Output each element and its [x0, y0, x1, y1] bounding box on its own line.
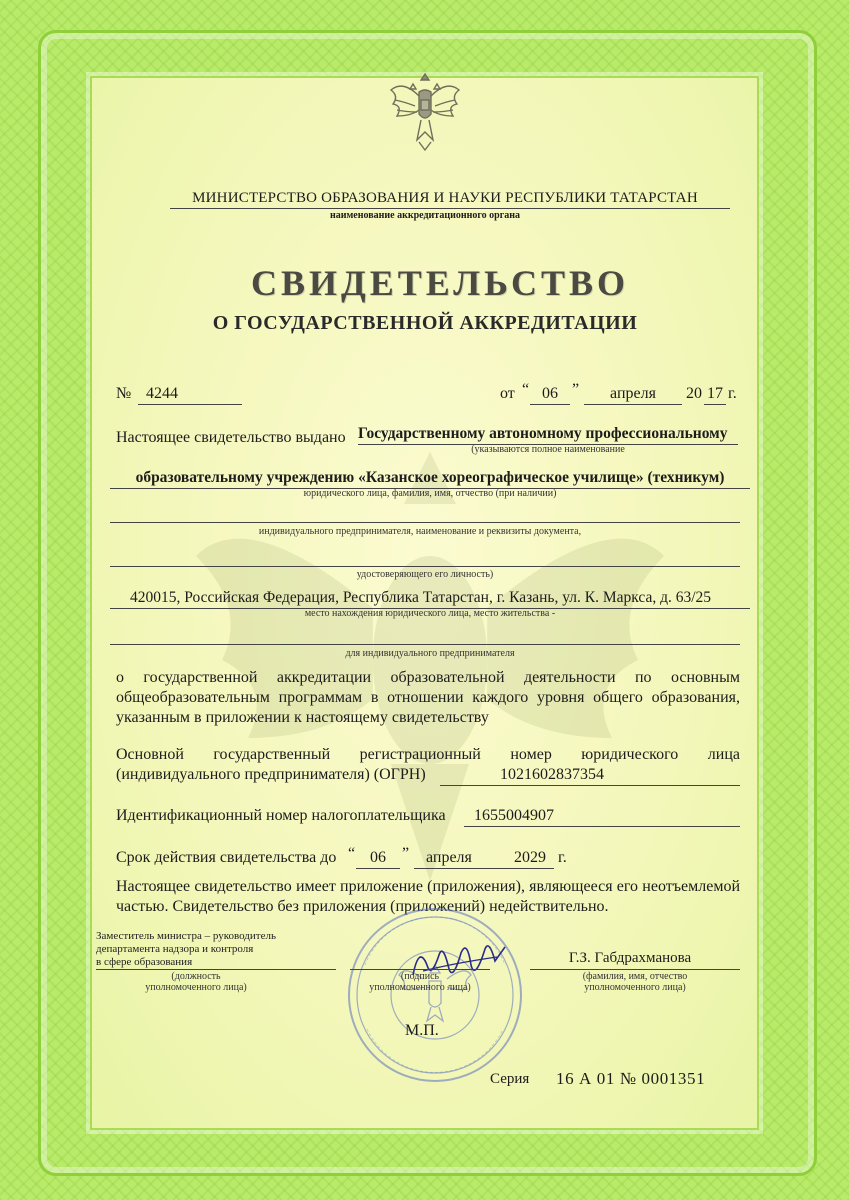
caption-position — [96, 971, 296, 993]
ministry-underline — [170, 208, 730, 209]
certificate-number: 4244 — [138, 384, 242, 405]
caption-name-line1: (фамилия, имя, отчество — [582, 971, 688, 982]
caption-entrepreneur-2: для индивидуального предпринимателя — [345, 648, 515, 659]
caption-signature-line1: (подпись — [400, 971, 440, 982]
validity-year: 2029 — [514, 849, 546, 866]
number-label: № — [116, 385, 132, 402]
blank-line-1 — [110, 522, 740, 523]
caption-position-line1: (должность — [171, 971, 221, 982]
signer-name: Г.З. Габдрахманова — [568, 950, 692, 966]
issued-label: Настоящее свидетельство выдано — [116, 429, 346, 446]
caption-name — [530, 971, 740, 993]
caption-full-name: (указываются полное наименование — [471, 444, 625, 455]
date-day: 06 — [530, 384, 570, 405]
series-value: 16 А 01 № 0001351 — [556, 1069, 706, 1088]
coat-of-arms-icon — [385, 70, 465, 155]
signer-position-line3: в сфере образования — [96, 956, 193, 968]
ministry-name: МИНИСТЕРСТВО ОБРАЗОВАНИЯ И НАУКИ РЕСПУБЛИКИ ТАТАРСТАН — [192, 190, 698, 206]
date-month: апреля — [584, 384, 682, 405]
date-year-suffix: 17 — [704, 384, 726, 405]
official-seal-stamp — [345, 905, 525, 1085]
date-year-prefix: 20 — [686, 385, 702, 402]
ogrn-label-line2: (индивидуального предпринимателя) (ОГРН) — [116, 766, 426, 783]
validity-month: апреля — [414, 848, 554, 869]
seal-place-mp: М.П. — [405, 1022, 439, 1039]
document-subtitle: О ГОСУДАРСТВЕННОЙ АККРЕДИТАЦИИ — [212, 312, 638, 334]
accreditation-text: о государственной аккредитации образовательной деятельности по основным общеобразовательным программам в отношении каждого уровня общего образования, указанным в приложении к настоящему свидетельству — [116, 669, 740, 726]
blank-line-2 — [110, 566, 740, 567]
validity-open-quote: “ — [348, 845, 356, 862]
date-close-quote: ” — [572, 381, 580, 398]
signer-position-line2: департамента надзора и контроля — [96, 943, 254, 955]
date-from-label: от — [500, 385, 515, 402]
signer-position-line1: Заместитель министра – руководитель — [96, 930, 276, 942]
caption-entrepreneur: индивидуального предпринимателя, наименование и реквизиты документа, — [258, 526, 582, 537]
caption-legal-entity: юридического лица, фамилия, имя, отчество (при наличии) — [303, 488, 557, 499]
inn-value: 1655004907 — [464, 806, 740, 827]
signature-underline — [350, 969, 490, 970]
validity-label: Срок действия свидетельства до — [116, 849, 337, 866]
caption-position-line2: уполномоченного лица) — [145, 982, 247, 993]
address: 420015, Российская Федерация, Республика Татарстан, г. Казань, ул. К. Маркса, д. 63/25 — [110, 588, 750, 609]
validity-day: 06 — [356, 848, 400, 869]
blank-line-3 — [110, 644, 740, 645]
inn-label: Идентификационный номер налогоплательщика — [116, 807, 446, 824]
issued-to-line2: образовательному учреждению «Казанское хореографическое училище» (техникум) — [110, 468, 750, 489]
ogrn-value: 1021602837354 — [440, 765, 740, 786]
ogrn-label-line1: Основной государственный регистрационный номер юридического лица — [116, 746, 740, 763]
appendix-text: Настоящее свидетельство имеет приложение (приложения), являющееся его неотъемлемой частью. Свидетельство без приложения (приложений) недействительно. — [116, 878, 740, 915]
document-title: СВИДЕТЕЛЬСТВО — [250, 263, 630, 303]
ministry-caption: наименование аккредитационного органа — [329, 210, 521, 221]
position-underline — [96, 969, 336, 970]
caption-signature-line2: уполномоченного лица) — [369, 982, 471, 993]
name-underline — [530, 969, 740, 970]
validity-year-g: г. — [558, 849, 567, 866]
series-label: Серия — [490, 1071, 530, 1087]
caption-signature — [345, 971, 495, 993]
caption-name-line2: уполномоченного лица) — [584, 982, 686, 993]
date-open-quote: “ — [522, 381, 530, 398]
validity-close-quote: ” — [402, 845, 410, 862]
caption-identity: удостоверяющего его личность) — [356, 569, 494, 580]
date-year-g: г. — [728, 385, 737, 402]
signer-position — [96, 930, 276, 969]
caption-location: место нахождения юридического лица, место жительства - — [304, 608, 556, 619]
issued-to-line1: Государственному автономному профессиональному — [358, 424, 738, 445]
